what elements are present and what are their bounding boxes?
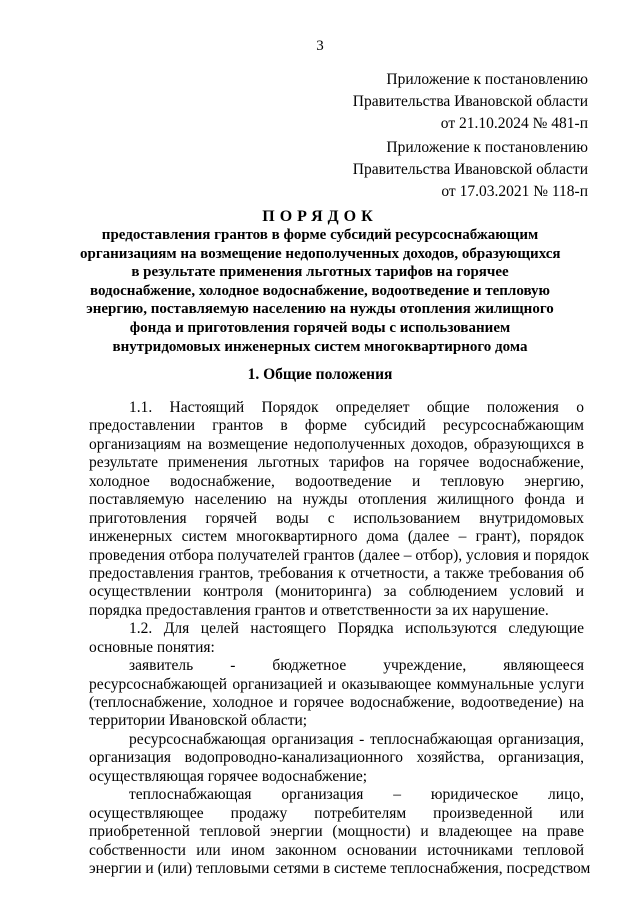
paragraph-line: организация водопроводно-канализационного хозяйства, организация, bbox=[89, 749, 584, 767]
appendix-line: Приложение к постановлению bbox=[386, 71, 588, 88]
appendix-line: Приложение к постановлению bbox=[386, 139, 588, 156]
paragraph-line: приобретенной тепловой энергии (мощности) и владеющее на праве bbox=[89, 823, 584, 841]
appendix-line: Правительства Ивановской области bbox=[352, 161, 588, 178]
paragraph-line: инженерных систем многоквартирного дома (далее – грант), порядок bbox=[89, 528, 584, 546]
paragraph-line: порядка предоставления грантов и ответственности за их нарушение. bbox=[89, 601, 549, 619]
body-text bbox=[89, 399, 591, 878]
subtitle-line: фонда и приготовления горячей воды с использованием bbox=[129, 319, 511, 336]
paragraph-line: осуществлении контроля (мониторинга) за соблюдением условий и bbox=[89, 583, 584, 601]
paragraph-line: результате применения льготных тарифов на горячее водоснабжение, bbox=[89, 454, 584, 472]
paragraph-line: осуществляющее продажу потребителям произведенной или bbox=[89, 804, 584, 822]
paragraph-line: осуществляющая горячее водоснабжение; bbox=[89, 767, 368, 785]
subtitle-line: водоснабжение, холодное водоснабжение, водоотведение и тепловую bbox=[89, 282, 551, 299]
paragraph-line: ресурсоснабжающая организация - теплоснабжающая организация, bbox=[129, 730, 584, 748]
section-heading: 1. Общие положения bbox=[247, 366, 393, 383]
document-title: ПОРЯДОК bbox=[262, 208, 378, 225]
paragraph-line: (теплоснабжение, холодное и горячее водоснабжение, водоотведение) на bbox=[89, 694, 584, 711]
subtitle-line: энергию, поставляемую населению на нужды отопления жилищного bbox=[86, 301, 554, 318]
paragraph-line: холодное водоснабжение, водоотведение и тепловую энергию, bbox=[89, 472, 584, 490]
paragraph-line: территории Ивановской области; bbox=[89, 712, 308, 730]
paragraph-line: собственности или ином законном основании источниками тепловой bbox=[89, 841, 584, 859]
subtitle-line: организациям на возмещение недополученных доходов, образующихся bbox=[80, 245, 561, 262]
paragraph-line: 1.1. Настоящий Порядок определяет общие положения о bbox=[129, 399, 584, 416]
paragraph-line: 1.2. Для целей настоящего Порядка используются следующие bbox=[129, 620, 584, 638]
appendix-reference-current bbox=[353, 69, 588, 135]
appendix-line: от 21.10.2024 № 481-п bbox=[440, 115, 588, 132]
subtitle-line: внутридомовых инженерных систем многоквартирного дома bbox=[112, 338, 528, 355]
appendix-line: от 17.03.2021 № 118-п bbox=[441, 183, 588, 200]
paragraph-line: ресурсоснабжающей организацией и оказывающее коммунальные услуги bbox=[89, 675, 584, 693]
subtitle-line: предоставления грантов в форме субсидий ресурсоснабжающим bbox=[101, 227, 539, 243]
paragraph-line: основные понятия: bbox=[89, 638, 215, 656]
appendix-reference-original bbox=[353, 137, 588, 203]
subtitle-line: в результате применения льготных тарифов на горячее bbox=[131, 264, 509, 281]
paragraph-line: организациям на возмещение недополученных доходов, образующихся в bbox=[89, 435, 584, 453]
paragraph-line: поставляемую населению на нужды отопления жилищного фонда и bbox=[89, 491, 584, 509]
document-subtitle bbox=[80, 226, 560, 356]
paragraph-line: заявитель - бюджетное учреждение, являющееся bbox=[129, 657, 584, 675]
paragraph-line: энергии и (или) тепловыми сетями в системе теплоснабжения, посредством bbox=[89, 859, 591, 877]
paragraph-line: предоставлении грантов в форме субсидий ресурсоснабжающим bbox=[89, 417, 584, 435]
appendix-line: Правительства Ивановской области bbox=[352, 93, 588, 110]
paragraph-line: предоставления грантов, требования к отчетности, а также требования об bbox=[89, 564, 584, 582]
paragraph-line: проведения отбора получателей грантов (далее – отбор), условия и порядок bbox=[89, 546, 590, 564]
paragraph-line: приготовления горячей воды с использованием внутридомовых bbox=[89, 509, 584, 527]
paragraph-line: теплоснабжающая организация – юридическое лицо, bbox=[129, 786, 584, 804]
page-number: 3 bbox=[316, 38, 324, 54]
